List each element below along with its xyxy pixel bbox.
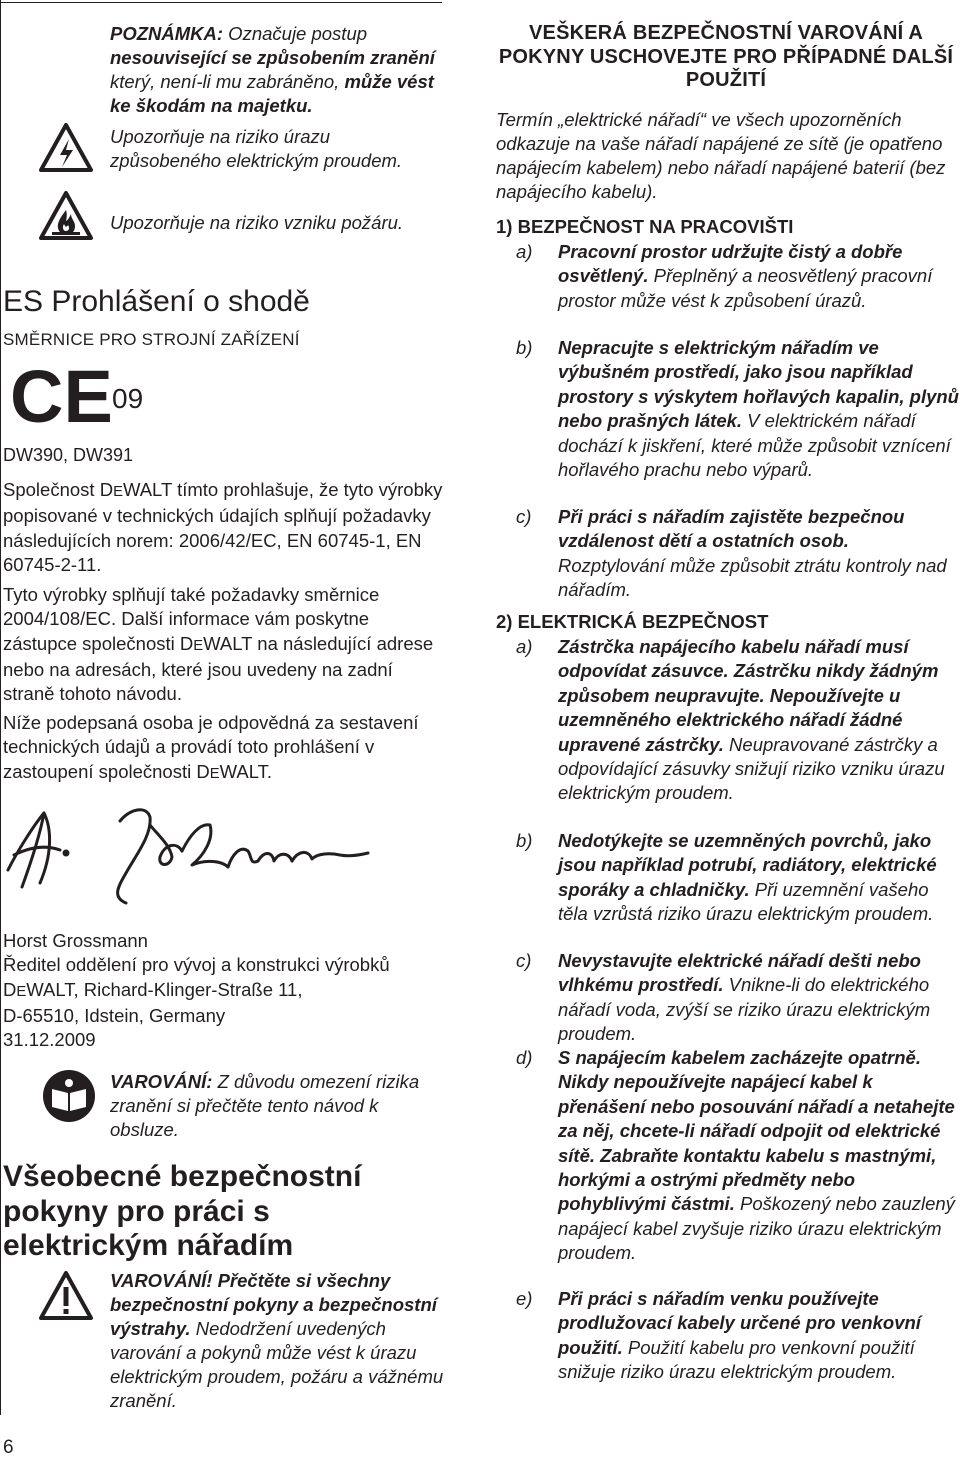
manual-warning: VAROVÁNÍ: Z důvodu omezení rizika zranění si přečtěte tento návod k obsluze. xyxy=(110,1071,420,1140)
company-city: D-65510, Idstein, Germany xyxy=(3,1004,226,1026)
declaration-title: ES Prohlášení o shodě xyxy=(3,285,310,318)
general-warning: VAROVÁNÍ! Přečtěte si všechny bezpečnostní pokyny a bezpečnostní výstrahy. Nedodržení uvedených varování a pokynů může vést k úrazu elektrickým proudem, požáru a vážnému zranění. xyxy=(110,1270,444,1411)
signer-block xyxy=(3,929,463,1052)
brand-name: DEWALT xyxy=(179,632,253,654)
list-item: e) Při práci s nářadím venku používejte prodlužovací kabely určené pro venkovní použití. Použití kabelu pro venkovní použití snižuje riziko úrazu elektrickým proudem. xyxy=(516,1288,921,1383)
declaration-date: 31.12.2009 xyxy=(3,1029,96,1051)
electric-shock-warning-icon xyxy=(38,122,94,174)
note-label: POZNÁMKA: xyxy=(110,23,224,44)
fire-warning-text: Upozorňuje na riziko vzniku požáru. xyxy=(110,212,404,233)
company-address: DEWALT, Richard-Klinger-Straße 11, xyxy=(3,978,303,1000)
declaration-paragraph-1: Společnost DEWALT tímto prohlašuje, že tyto výrobky popisované v technických údajích splňují požadavky následujících norem: 2006/42/EC, EN 60745-1, EN 60745-2-11. xyxy=(3,479,443,575)
general-warning-icon xyxy=(38,1270,94,1322)
directive-subtitle: SMĚRNICE PRO STROJNÍ ZAŘÍZENÍ xyxy=(3,330,300,349)
top-rule xyxy=(0,2,442,3)
brand-name: DEWALT xyxy=(3,978,74,1000)
power-tool-term-intro: Termín „elektrické nářadí“ ve všech upozorněních odkazuje na vaše nářadí napájené ze sítě (je opatřeno napájecím kabelem) nebo nářadí napájené baterií (bez napájecího kabelu). xyxy=(496,109,946,202)
shock-warning-text: Upozorňuje na riziko úrazu způsobeného elektrickým proudem. xyxy=(110,126,403,171)
list-item: b) Nepracujte s elektrickým nářadím ve výbušném prostředí, jako jsou například prostory s výskytem hořlavých kapalin, plynů nebo prašných látek. V elektrickém nářadí dochází k jiskření, které může způsobit vznícení hořlavého prachu nebo výparů. xyxy=(516,337,959,481)
section-2-title: 2) ELEKTRICKÁ BEZPEČNOST xyxy=(496,611,769,632)
general-safety-title: Všeobecné bezpečnostní pokyny pro práci s elektrickým nářadím xyxy=(3,1160,362,1262)
note-paragraph: POZNÁMKA: Označuje postup nesouvisející se způsobením zranění který, není-li mu zabráněno, může vést ke škodám na majetku. xyxy=(110,23,435,116)
section-1-title: 1) BEZPEČNOST NA PRACOVIŠTI xyxy=(496,216,794,237)
signer-name: Horst Grossmann xyxy=(3,930,148,951)
list-item: c) Při práci s nářadím zajistěte bezpečnou vzdálenost dětí a ostatních osob. Rozptylování může způsobit ztrátu kontroly nad nářadím. xyxy=(516,506,947,601)
keep-instructions-heading: VEŠKERÁ BEZPEČNOSTNÍ VAROVÁNÍ A POKYNY USCHOVEJTE PRO PŘÍPADNÉ DALŠÍ POUŽITÍ xyxy=(498,22,954,91)
signer-role: Ředitel oddělení pro vývoj a konstrukci výrobků xyxy=(3,954,390,976)
signature-image xyxy=(0,795,380,915)
brand-name: DEWALT xyxy=(99,479,172,500)
declaration-paragraph-3: Níže podepsaná osoba je odpovědná za sestavení technických údajů a provádí toto prohlášení v zastoupení společnosti DEWALT. xyxy=(3,712,419,782)
svg-text:CE: CE xyxy=(10,355,113,438)
model-numbers: DW390, DW391 xyxy=(3,445,134,465)
left-rule xyxy=(0,0,1,1415)
page-number: 6 xyxy=(3,1437,14,1458)
read-manual-icon xyxy=(42,1069,96,1123)
list-item: a) Pracovní prostor udržujte čistý a dobře osvětlený. Přeplněný a neosvětlený pracovní prostor může vést k způsobení úrazů. xyxy=(516,241,933,311)
list-item: d) S napájecím kabelem zacházejte opatrně. Nikdy nepoužívejte napájecí kabel k přenášení nebo posouvání nářadí a netahejte za něj, chcete-li nářadí odpojit od elektrické sítě. Zabraňte kontaktu kabelu s mastnými, horkými a ostrými předměty nebo pohyblivými částmi. Poškozený nebo zauzlený napájecí kabel zvyšuje riziko úrazu elektrickým proudem. xyxy=(516,1047,955,1264)
list-item: a) Zástrčka napájecího kabelu nářadí musí odpovídat zásuvce. Zástrčku nikdy žádným způsobem neupravujte. Nepoužívejte u uzemněného elektrického nářadí žádné upravené zástrčky. Neupravované zástrčky a odpovídající zásuvky snižují riziko vzniku úrazu elektrickým proudem. xyxy=(516,636,945,804)
brand-name: DEWALT xyxy=(196,760,267,782)
ce-mark-icon xyxy=(10,355,113,438)
fire-warning-icon xyxy=(38,190,94,242)
list-item: b) Nedotýkejte se uzemněných povrchů, jako jsou například potrubí, radiátory, elektrické sporáky a chladničky. Při uzemnění vašeho těla vzrůstá riziko úrazu elektrickým proudem. xyxy=(516,830,937,925)
list-item: c) Nevystavujte elektrické nářadí dešti nebo vlhkému prostředí. Vnikne-li do elektrického nářadí voda, zvýší se riziko úrazu elektrickým proudem. xyxy=(516,950,931,1045)
declaration-paragraph-2: Tyto výrobky splňují také požadavky směrnice 2004/108/EC. Další informace vám poskytne zástupce společnosti DEWALT na následující adrese nebo na adresách, které jsou uvedeny na zadní straně tohoto návodu. xyxy=(3,584,434,705)
ce-number: 09 xyxy=(112,383,144,414)
